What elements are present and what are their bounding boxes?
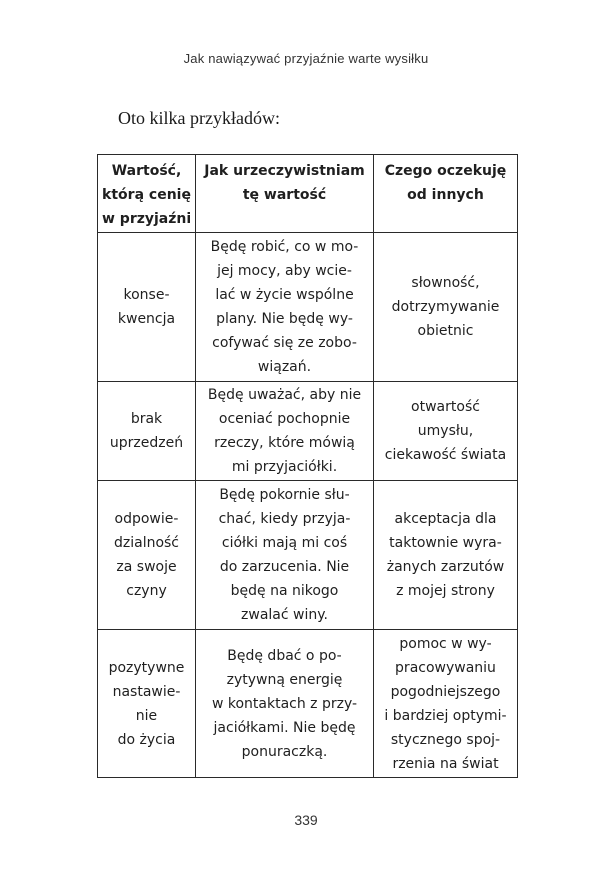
cell-line: oceniać pochopnie [218, 411, 351, 427]
cell-line: Będę dbać o po- [227, 647, 342, 664]
intro-text: Oto kilka przykładów: [118, 108, 280, 128]
table-row [98, 630, 518, 778]
cell-line: zwalać winy. [241, 607, 328, 623]
cell-expect [374, 382, 518, 481]
cell-how [196, 630, 374, 778]
cell-line: plany. Nie będę wy- [216, 311, 353, 327]
header-how [196, 155, 374, 233]
cell-value [98, 382, 196, 481]
cell-line: obietnic [417, 323, 474, 339]
cell-line: mi przyjaciółki. [231, 459, 338, 475]
cell-line: odpowie- [114, 511, 179, 527]
cell-how [196, 233, 374, 382]
table-header-row [98, 155, 518, 233]
cell-line: ponuraczką. [241, 743, 328, 760]
cell-line: czyny [126, 583, 167, 599]
cell-line: ciółki mają mi coś [221, 535, 348, 551]
cell-line: umysłu, [417, 423, 474, 439]
cell-expect [374, 233, 518, 382]
table-row [98, 233, 518, 382]
cell-line: nastawie- [112, 683, 181, 700]
cell-line: pogodniejszego [390, 683, 501, 700]
header-line: Czego oczekuję [384, 163, 507, 179]
cell-value [98, 233, 196, 382]
cell-line: Będę pokornie słu- [219, 487, 350, 503]
cell-how [196, 382, 374, 481]
cell-line: konse- [123, 287, 170, 303]
cell-value [98, 481, 196, 630]
cell-line: uprzedzeń [109, 435, 184, 451]
cell-line: lać w życie wspólne [215, 287, 354, 303]
cell-line: słowność, [411, 275, 480, 291]
cell-line: pozytywne [108, 659, 185, 676]
cell-line: i bardziej optymi- [384, 707, 507, 724]
header-line: Wartość, [111, 163, 182, 179]
cell-line: cofywać się ze zobo- [212, 335, 357, 351]
page-number: 339 [294, 812, 318, 828]
header-line: którą cenię [102, 187, 191, 203]
cell-line: brak [130, 411, 163, 427]
cell-line: akceptacja dla [394, 511, 497, 527]
cell-line: pracowywaniu [395, 659, 496, 676]
header-line: w przyjaźni [102, 211, 192, 227]
cell-line: w kontaktach z przy- [211, 695, 358, 712]
cell-line: kwencja [117, 311, 176, 327]
cell-line: nie [135, 707, 158, 724]
cell-line: jej mocy, aby wcie- [217, 263, 352, 279]
cell-line: jaciółkami. Nie będę [213, 719, 356, 736]
values-table [97, 154, 518, 778]
cell-line: żanych zarzutów [386, 559, 505, 575]
cell-line: chać, kiedy przyja- [218, 511, 351, 527]
cell-line: za swoje [116, 559, 177, 575]
table-row [98, 382, 518, 481]
cell-expect [374, 630, 518, 778]
header-line: tę wartość [242, 187, 327, 203]
cell-line: taktownie wyra- [389, 535, 502, 551]
cell-line: dotrzymywanie [391, 299, 500, 315]
cell-line: rzenia na świat [392, 755, 499, 772]
cell-line: otwartość [411, 399, 480, 415]
cell-expect [374, 481, 518, 630]
cell-line: wiązań. [257, 359, 312, 375]
header-line: od innych [407, 187, 484, 203]
cell-line: zytywną energię [226, 671, 343, 688]
cell-line: Będę uważać, aby nie [207, 387, 362, 403]
header-expect [374, 155, 518, 233]
table-row [98, 481, 518, 630]
running-head: Jak nawiązywać przyjaźnie warte wysiłku [183, 51, 429, 66]
header-line: Jak urzeczywistniam [204, 163, 365, 179]
cell-line: z mojej strony [396, 583, 495, 599]
cell-line: pomoc w wy- [399, 635, 492, 652]
cell-line: stycznego spoj- [390, 731, 501, 748]
cell-line: do zarzucenia. Nie [219, 559, 350, 575]
cell-line: będę na nikogo [230, 583, 339, 599]
header-value [98, 155, 196, 233]
cell-how [196, 481, 374, 630]
cell-line: Będę robić, co w mo- [210, 239, 359, 255]
cell-line: dzialność [113, 535, 180, 551]
cell-value [98, 630, 196, 778]
cell-line: do życia [117, 731, 176, 748]
cell-line: rzeczy, które mówią [214, 435, 355, 451]
cell-line: ciekawość świata [384, 447, 507, 463]
